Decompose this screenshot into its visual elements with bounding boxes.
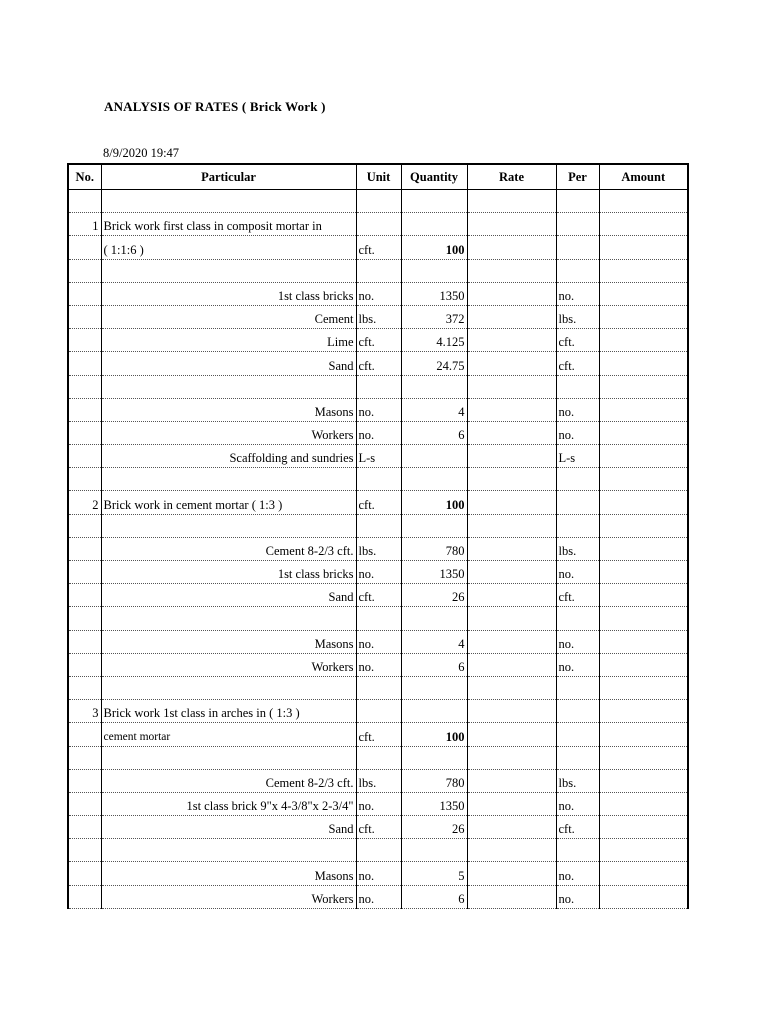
cell-unit: no. [356, 282, 401, 305]
cell-rate [467, 375, 556, 398]
cell-rate [467, 885, 556, 908]
cell-per: no. [556, 421, 599, 444]
cell-rate [467, 213, 556, 236]
cell-unit [356, 676, 401, 699]
cell-unit [356, 213, 401, 236]
cell-rate [467, 421, 556, 444]
cell-quantity [401, 213, 467, 236]
cell-particular: Brick work first class in composit mortar in [101, 213, 356, 236]
cell-per: L-s [556, 445, 599, 468]
cell-particular: ( 1:1:6 ) [101, 236, 356, 259]
cell-particular: Masons [101, 398, 356, 421]
cell-unit [356, 514, 401, 537]
column-header-per: Per [556, 164, 599, 190]
cell-quantity [401, 746, 467, 769]
cell-per: no. [556, 398, 599, 421]
table-row [68, 839, 688, 862]
cell-no [68, 259, 101, 282]
cell-no [68, 329, 101, 352]
cell-unit [356, 468, 401, 491]
cell-per [556, 468, 599, 491]
table-row [68, 352, 688, 375]
cell-unit: no. [356, 561, 401, 584]
table-row [68, 537, 688, 560]
table-row [68, 862, 688, 885]
cell-amount [599, 329, 688, 352]
cell-no [68, 885, 101, 908]
cell-amount [599, 398, 688, 421]
cell-no [68, 769, 101, 792]
rates-table [67, 163, 689, 909]
cell-rate [467, 816, 556, 839]
table-row [68, 700, 688, 723]
cell-no [68, 839, 101, 862]
cell-quantity [401, 468, 467, 491]
cell-amount [599, 862, 688, 885]
cell-unit: no. [356, 792, 401, 815]
cell-particular: 1st class bricks [101, 561, 356, 584]
cell-particular [101, 375, 356, 398]
cell-quantity: 24.75 [401, 352, 467, 375]
cell-quantity [401, 700, 467, 723]
cell-particular [101, 514, 356, 537]
cell-particular [101, 259, 356, 282]
cell-quantity [401, 259, 467, 282]
cell-unit: lbs. [356, 769, 401, 792]
table-row [68, 561, 688, 584]
cell-amount [599, 375, 688, 398]
cell-per: no. [556, 653, 599, 676]
cell-rate [467, 352, 556, 375]
cell-no [68, 282, 101, 305]
table-row [68, 769, 688, 792]
cell-no [68, 190, 101, 213]
cell-no [68, 375, 101, 398]
cell-per [556, 723, 599, 746]
cell-rate [467, 190, 556, 213]
cell-rate [467, 630, 556, 653]
cell-particular: Scaffolding and sundries [101, 445, 356, 468]
column-header-rate: Rate [467, 164, 556, 190]
cell-rate [467, 839, 556, 862]
cell-no: 3 [68, 700, 101, 723]
cell-particular: Sand [101, 584, 356, 607]
cell-rate [467, 305, 556, 328]
cell-particular: 1st class bricks [101, 282, 356, 305]
cell-unit: cft. [356, 723, 401, 746]
cell-quantity: 1350 [401, 792, 467, 815]
table-row [68, 236, 688, 259]
cell-unit: no. [356, 885, 401, 908]
table-row [68, 607, 688, 630]
cell-amount [599, 723, 688, 746]
cell-particular: Masons [101, 630, 356, 653]
cell-no [68, 630, 101, 653]
cell-per: no. [556, 630, 599, 653]
timestamp: 8/9/2020 19:47 [103, 146, 180, 160]
cell-amount [599, 769, 688, 792]
table-row [68, 213, 688, 236]
cell-no [68, 723, 101, 746]
table-row [68, 491, 688, 514]
cell-unit: no. [356, 862, 401, 885]
cell-particular: Workers [101, 653, 356, 676]
table-row [68, 421, 688, 444]
cell-per: cft. [556, 329, 599, 352]
cell-no [68, 398, 101, 421]
cell-quantity: 780 [401, 537, 467, 560]
cell-particular [101, 746, 356, 769]
cell-per [556, 746, 599, 769]
cell-amount [599, 236, 688, 259]
table-row [68, 468, 688, 491]
cell-particular [101, 190, 356, 213]
cell-amount [599, 282, 688, 305]
column-header-particular: Particular [101, 164, 356, 190]
cell-per: lbs. [556, 305, 599, 328]
cell-no: 2 [68, 491, 101, 514]
cell-no [68, 676, 101, 699]
cell-rate [467, 746, 556, 769]
cell-unit [356, 190, 401, 213]
cell-no [68, 816, 101, 839]
cell-quantity [401, 514, 467, 537]
cell-particular: Workers [101, 885, 356, 908]
cell-per: no. [556, 885, 599, 908]
cell-no [68, 421, 101, 444]
table-row [68, 282, 688, 305]
cell-no [68, 653, 101, 676]
cell-amount [599, 561, 688, 584]
cell-unit [356, 839, 401, 862]
cell-amount [599, 584, 688, 607]
table-body [68, 190, 688, 909]
cell-particular: Sand [101, 352, 356, 375]
cell-amount [599, 352, 688, 375]
cell-amount [599, 676, 688, 699]
cell-amount [599, 213, 688, 236]
cell-particular: Cement 8-2/3 cft. [101, 769, 356, 792]
cell-amount [599, 421, 688, 444]
cell-rate [467, 514, 556, 537]
cell-no [68, 514, 101, 537]
cell-per [556, 213, 599, 236]
cell-amount [599, 607, 688, 630]
cell-rate [467, 491, 556, 514]
cell-quantity: 372 [401, 305, 467, 328]
table-row [68, 305, 688, 328]
cell-per: no. [556, 282, 599, 305]
cell-rate [467, 445, 556, 468]
cell-rate [467, 862, 556, 885]
cell-per: no. [556, 862, 599, 885]
cell-quantity [401, 375, 467, 398]
cell-unit: no. [356, 421, 401, 444]
cell-no [68, 236, 101, 259]
cell-amount [599, 190, 688, 213]
cell-rate [467, 607, 556, 630]
cell-amount [599, 885, 688, 908]
cell-unit: cft. [356, 352, 401, 375]
cell-quantity: 1350 [401, 561, 467, 584]
cell-unit: cft. [356, 584, 401, 607]
table-row [68, 190, 688, 213]
cell-quantity: 6 [401, 885, 467, 908]
cell-rate [467, 537, 556, 560]
cell-per: cft. [556, 584, 599, 607]
cell-unit: lbs. [356, 537, 401, 560]
cell-rate [467, 723, 556, 746]
cell-per [556, 700, 599, 723]
cell-amount [599, 468, 688, 491]
cell-no [68, 537, 101, 560]
cell-quantity [401, 190, 467, 213]
cell-no [68, 746, 101, 769]
cell-unit: lbs. [356, 305, 401, 328]
cell-unit [356, 746, 401, 769]
cell-particular [101, 468, 356, 491]
cell-no: 1 [68, 213, 101, 236]
cell-no [68, 561, 101, 584]
cell-rate [467, 282, 556, 305]
cell-particular: Sand [101, 816, 356, 839]
cell-amount [599, 816, 688, 839]
cell-amount [599, 700, 688, 723]
cell-quantity: 26 [401, 816, 467, 839]
table-row [68, 375, 688, 398]
cell-amount [599, 514, 688, 537]
cell-quantity: 6 [401, 421, 467, 444]
table-row [68, 653, 688, 676]
cell-quantity [401, 607, 467, 630]
cell-amount [599, 491, 688, 514]
cell-quantity: 26 [401, 584, 467, 607]
cell-per [556, 259, 599, 282]
cell-particular: Masons [101, 862, 356, 885]
header-row [68, 164, 688, 190]
cell-per [556, 190, 599, 213]
cell-unit [356, 700, 401, 723]
column-header-amount: Amount [599, 164, 688, 190]
cell-amount [599, 792, 688, 815]
cell-per [556, 839, 599, 862]
cell-particular: Lime [101, 329, 356, 352]
cell-rate [467, 259, 556, 282]
cell-quantity: 4.125 [401, 329, 467, 352]
cell-no [68, 305, 101, 328]
cell-amount [599, 630, 688, 653]
cell-per: no. [556, 561, 599, 584]
table-row [68, 398, 688, 421]
cell-amount [599, 305, 688, 328]
cell-rate [467, 792, 556, 815]
cell-rate [467, 398, 556, 421]
table-row [68, 792, 688, 815]
cell-no [68, 352, 101, 375]
cell-amount [599, 537, 688, 560]
cell-particular [101, 839, 356, 862]
cell-per [556, 607, 599, 630]
cell-unit [356, 259, 401, 282]
cell-quantity: 4 [401, 398, 467, 421]
cell-quantity: 1350 [401, 282, 467, 305]
cell-amount [599, 445, 688, 468]
column-header-no: No. [68, 164, 101, 190]
cell-particular: 1st class brick 9"x 4-3/8"x 2-3/4" [101, 792, 356, 815]
cell-amount [599, 653, 688, 676]
cell-per: cft. [556, 816, 599, 839]
cell-quantity: 100 [401, 236, 467, 259]
cell-particular: cement mortar [101, 723, 356, 746]
cell-no [68, 445, 101, 468]
cell-amount [599, 259, 688, 282]
cell-particular [101, 607, 356, 630]
cell-quantity: 780 [401, 769, 467, 792]
table-row [68, 816, 688, 839]
cell-unit: L-s [356, 445, 401, 468]
cell-no [68, 468, 101, 491]
cell-particular [101, 676, 356, 699]
table-row [68, 630, 688, 653]
cell-per [556, 491, 599, 514]
cell-unit: cft. [356, 816, 401, 839]
cell-quantity: 100 [401, 491, 467, 514]
cell-unit: cft. [356, 329, 401, 352]
cell-quantity [401, 839, 467, 862]
cell-particular: Brick work 1st class in arches in ( 1:3 ) [101, 700, 356, 723]
cell-unit [356, 375, 401, 398]
cell-particular: Workers [101, 421, 356, 444]
cell-unit: cft. [356, 491, 401, 514]
cell-amount [599, 839, 688, 862]
cell-quantity: 5 [401, 862, 467, 885]
cell-quantity: 4 [401, 630, 467, 653]
cell-quantity [401, 676, 467, 699]
table-row [68, 723, 688, 746]
cell-no [68, 792, 101, 815]
cell-rate [467, 329, 556, 352]
cell-no [68, 584, 101, 607]
cell-particular: Cement 8-2/3 cft. [101, 537, 356, 560]
cell-rate [467, 700, 556, 723]
column-header-quantity: Quantity [401, 164, 467, 190]
cell-per [556, 676, 599, 699]
cell-unit: no. [356, 630, 401, 653]
cell-per: lbs. [556, 769, 599, 792]
table-row [68, 514, 688, 537]
table-row [68, 584, 688, 607]
cell-quantity [401, 445, 467, 468]
cell-per [556, 236, 599, 259]
cell-rate [467, 676, 556, 699]
cell-no [68, 607, 101, 630]
cell-per: lbs. [556, 537, 599, 560]
cell-no [68, 862, 101, 885]
cell-unit: no. [356, 653, 401, 676]
cell-quantity: 6 [401, 653, 467, 676]
cell-rate [467, 236, 556, 259]
cell-quantity: 100 [401, 723, 467, 746]
cell-rate [467, 468, 556, 491]
table-row [68, 885, 688, 908]
table-row [68, 746, 688, 769]
table-row [68, 676, 688, 699]
cell-per [556, 375, 599, 398]
cell-amount [599, 746, 688, 769]
column-header-unit: Unit [356, 164, 401, 190]
cell-unit: cft. [356, 236, 401, 259]
cell-per: no. [556, 792, 599, 815]
cell-particular: Cement [101, 305, 356, 328]
cell-rate [467, 769, 556, 792]
cell-particular: Brick work in cement mortar ( 1:3 ) [101, 491, 356, 514]
cell-unit: no. [356, 398, 401, 421]
cell-rate [467, 584, 556, 607]
cell-per [556, 514, 599, 537]
cell-rate [467, 561, 556, 584]
cell-unit [356, 607, 401, 630]
table-row [68, 445, 688, 468]
table-row [68, 259, 688, 282]
cell-rate [467, 653, 556, 676]
table-row [68, 329, 688, 352]
document-title: ANALYSIS OF RATES ( Brick Work ) [104, 99, 326, 114]
cell-per: cft. [556, 352, 599, 375]
